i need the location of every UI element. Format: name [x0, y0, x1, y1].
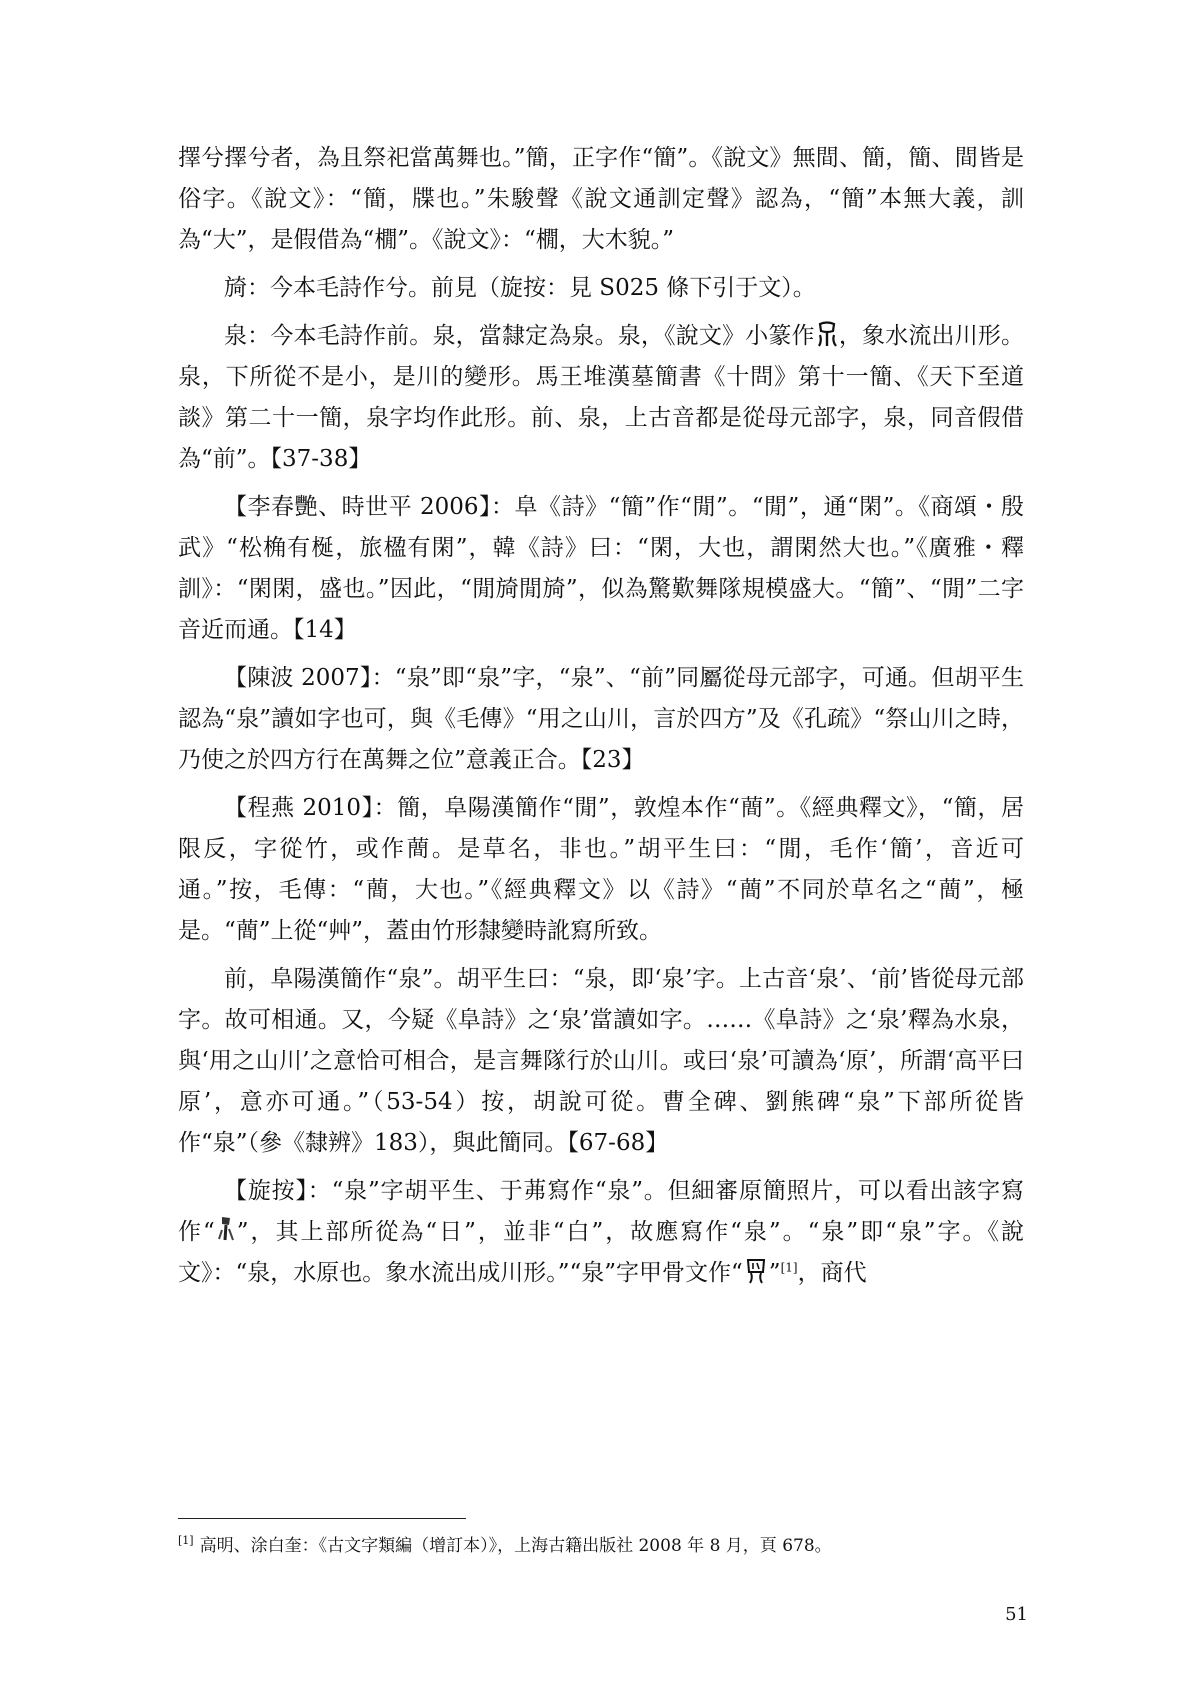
paragraph-text: 旑：今本毛詩作兮。前見（旋按：見 S025 條下引于文）。 — [224, 275, 816, 301]
paragraph-text: ” — [768, 1260, 781, 1286]
paragraph-cheng-yan-2010 — [178, 788, 1024, 952]
paragraph-text: 泉：今本毛詩作前。泉，當隸定為泉。泉，《說文》小篆作 — [224, 323, 815, 349]
paragraph-text: 前，阜陽漢簡作“泉”。胡平生曰：“泉，即‘泉’字。上古音‘泉’、‘前’皆從母元部字。故可相通。又，今疑《阜詩》之‘泉’當讀如字。……《阜詩》之‘泉’釋為水泉，與‘用之山川’之意恰可相合，是言舞隊行於山川。或曰‘泉’可讀為‘原’，所謂‘高平曰原’，意亦可通。”（53-54）按，胡說可從。曹全碑、劉熊碑“泉”下部所從皆作“泉”（參《隸辨》183），與此簡同。【67-68】 — [178, 966, 1024, 1156]
paragraph-text: 【旋按】：“泉”字胡平生、于茀寫作“泉”。但細審原簡照片，可以看出該字寫作“ — [178, 1178, 1024, 1245]
paragraph-qian-note — [178, 959, 1024, 1164]
footnote-divider — [178, 1518, 466, 1519]
paragraph-quan-note — [178, 316, 1024, 480]
paragraph-text: 【程燕 2010】：簡，阜陽漢簡作“閒”，敦煌本作“蕳”。《經典釋文》，“簡，居限反，字從竹，或作蕳。是草名，非也。”胡平生曰：“閒，毛作‘簡’，音近可通。”按，毛傳：“蕳，大也。”《經典釋文》以《詩》“蕳”不同於草名之“蕳”，極是。“蕳”上從“艸”，蓋由竹形隸變時訛寫所致。 — [178, 795, 1024, 944]
paragraph-li-shi-2006 — [178, 487, 1024, 651]
paragraph-yi-note — [178, 268, 1024, 309]
seal-script-quan-glyph-icon — [816, 321, 838, 347]
footnote-marker: [1] — [178, 1534, 194, 1548]
footnote-reference[interactable]: [1] — [780, 1260, 798, 1275]
page-number: 51 — [1005, 1604, 1028, 1625]
paragraph-continued — [178, 138, 1024, 261]
paragraph-text: 擇兮擇兮者，為且祭祀當萬舞也。”簡，正字作“簡”。《說文》無間、簡，簡、間皆是俗字。《說文》：“簡，牒也。”朱駿聲《說文通訓定聲》認為，“簡”本無大義，訓為“大”，是假借為“橌”。《說文》：“橌，大木貌。” — [178, 145, 1024, 253]
paragraph-text: 【李春艷、時世平 2006】：阜《詩》“簡”作“閒”。“閒”，通“閑”。《商頌・殷武》“松桷有梴，旅楹有閑”，韓《詩》曰：“閑，大也，謂閑然大也。”《廣雅・釋訓》：“閑閑，盛也。”因此，“閒旑閒旑”，似為驚歎舞隊規模盛大。“簡”、“閒”二字音近而通。【14】 — [178, 494, 1024, 643]
paragraph-text: ，商代 — [797, 1260, 867, 1286]
slip-photo-glyph-icon — [216, 1213, 236, 1243]
paragraph-text: ”，其上部所從為“日”，並非“白”，故應寫作“泉”。“泉”即“泉”字。《說文》：“泉，水原也。象水流出成川形。”“泉”字甲骨文作“ — [178, 1219, 1024, 1286]
footnote — [178, 1534, 1024, 1558]
oracle-bone-quan-glyph-icon — [744, 1258, 768, 1284]
paragraph-text: ，象水流出川形。泉，下所從不是小，是川的變形。馬王堆漢墓簡書《十問》第十一簡、《天下至道談》第二十一簡，泉字均作此形。前、泉，上古音都是從母元部字，泉，同音假借為“前”。【37-38】 — [178, 323, 1025, 472]
body-text — [178, 138, 1024, 1301]
footnote-text: 高明、涂白奎：《古文字類編（增訂本）》，上海古籍出版社 2008 年 8 月，頁 678。 — [199, 1536, 832, 1556]
paragraph-text: 【陳波 2007】：“泉”即“泉”字，“泉”、“前”同屬從母元部字，可通。但胡平生認為“泉”讀如字也可，與《毛傳》“用之山川，言於四方”及《孔疏》“祭山川之時，乃使之於四方行在萬舞之位”意義正合。【23】 — [178, 665, 1024, 773]
paragraph-chen-bo-2007 — [178, 658, 1024, 781]
paragraph-xuan-an — [178, 1171, 1024, 1294]
